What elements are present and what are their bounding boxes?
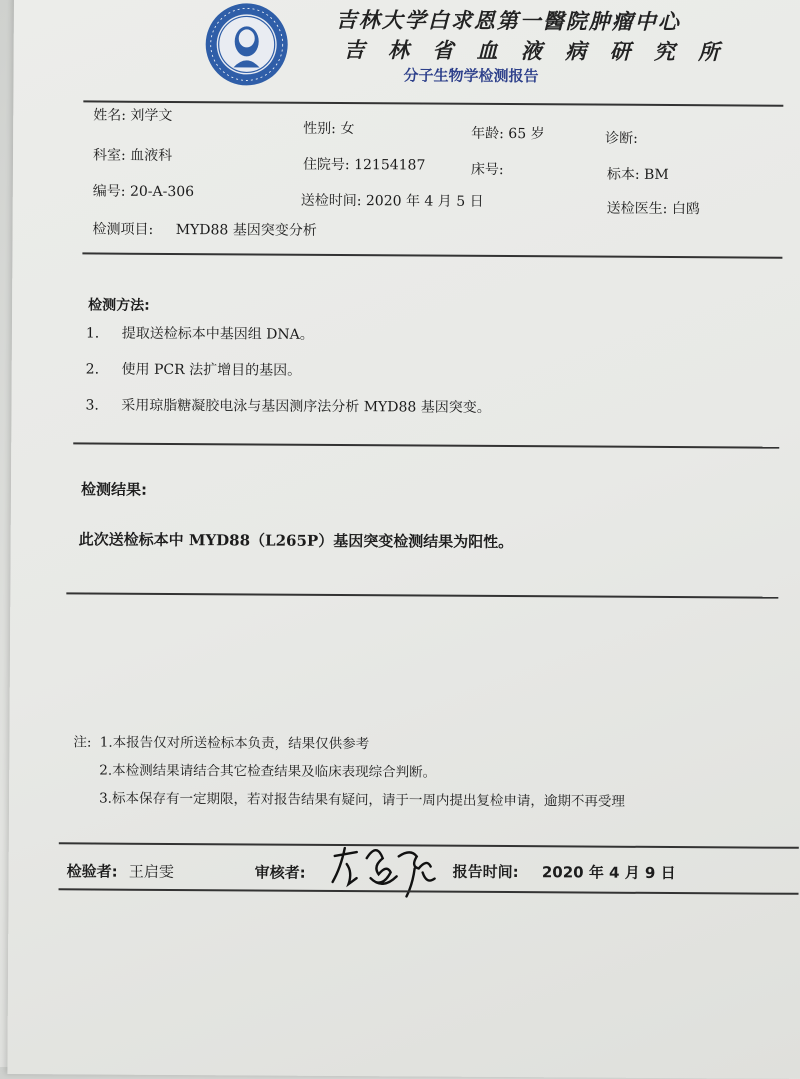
specimen-value: BM: [644, 167, 669, 183]
method-step: [85, 394, 490, 416]
admission-label: 住院号:: [303, 157, 350, 173]
hospital-name: 吉林大学白求恩第一醫院肿瘤中心: [336, 4, 681, 36]
dept-field: [93, 144, 172, 164]
method-step: [86, 322, 314, 343]
submit-time-label: 送检时间:: [301, 193, 362, 209]
note-text: 1.本报告仅对所送检标本负责，结果仅供参考: [100, 735, 369, 753]
bed-field: [471, 159, 504, 179]
gender-field: [303, 118, 354, 138]
note-line: 3.标本保存有一定期限，若对报告结果有疑问，请于一周内提出复检申请，逾期不再受理: [99, 787, 625, 810]
specimen-field: [607, 164, 669, 184]
report-time-value: 2020 年 4 月 9 日: [542, 863, 676, 882]
report-time-field: [453, 861, 676, 883]
name-label: 姓名:: [93, 107, 126, 123]
age-label: 年龄:: [471, 126, 504, 142]
dept-label: 科室:: [93, 147, 126, 163]
specimen-label: 标本:: [607, 167, 640, 183]
result-rule: [66, 592, 778, 598]
inspector-field: [67, 860, 174, 882]
diagnosis-field: [605, 128, 638, 148]
reviewer-signature: [326, 838, 444, 903]
method-step: [86, 358, 302, 379]
note-line: [73, 730, 369, 752]
doctor-field: [607, 198, 700, 219]
report-page: [7, 0, 800, 1079]
result-text: 此次送检标本中 MYD88（L265P）基因突变检测结果为阳性。: [79, 528, 514, 552]
gender-value: 女: [340, 121, 354, 137]
institute-name: 吉 林 省 血 液 病 研 究 所: [344, 34, 728, 66]
step-text: 使用 PCR 法扩增目的基因。: [121, 362, 301, 379]
doctor-label: 送检医生:: [607, 201, 668, 217]
step-number: 3.: [85, 397, 98, 413]
note-line: 2.本检测结果请结合其它检查结果及临床表现综合判断。: [99, 759, 436, 781]
step-number: 1.: [86, 325, 99, 341]
admission-value: 12154187: [354, 157, 425, 173]
reviewer-label: 审核者:: [255, 861, 306, 882]
age-value: 65 岁: [508, 126, 544, 142]
hospital-logo: [203, 1, 290, 88]
header-rule: [83, 100, 783, 106]
note-prefix: 注:: [73, 734, 91, 750]
inspector-name: 王启雯: [129, 863, 174, 881]
patient-name: 刘学文: [130, 108, 172, 124]
info-rule: [82, 252, 782, 258]
inspector-label: 检验者:: [67, 862, 118, 880]
step-number: 2.: [86, 361, 99, 377]
result-title: 检测结果:: [81, 478, 147, 499]
diagnosis-label: 诊断:: [605, 131, 638, 147]
bed-label: 床号:: [471, 162, 504, 178]
method-title: 检测方法:: [88, 294, 150, 314]
patient-name-field: [93, 104, 172, 124]
submit-time-value: 2020 年 4 月 5 日: [366, 193, 484, 210]
item-field: [93, 218, 317, 239]
step-text: 采用琼脂糖凝胶电泳与基因测序法分析 MYD88 基因突变。: [121, 398, 491, 416]
step-text: 提取送检标本中基因组 DNA。: [122, 326, 314, 343]
number-field: [93, 180, 194, 201]
submit-time-field: [301, 190, 484, 211]
number-label: 编号:: [93, 183, 126, 199]
item-value: MYD88 基因突变分析: [176, 222, 317, 239]
gender-label: 性别:: [303, 121, 336, 137]
report-time-label: 报告时间:: [453, 863, 519, 881]
doctor-value: 白鸥: [672, 201, 700, 217]
item-label: 检测项目:: [93, 221, 154, 237]
method-rule: [73, 442, 779, 448]
age-field: [471, 123, 545, 143]
report-title: 分子生物学检测报告: [403, 64, 538, 86]
dept-value: 血液科: [130, 148, 172, 164]
admission-field: [303, 154, 426, 175]
number-value: 20-A-306: [130, 184, 194, 200]
